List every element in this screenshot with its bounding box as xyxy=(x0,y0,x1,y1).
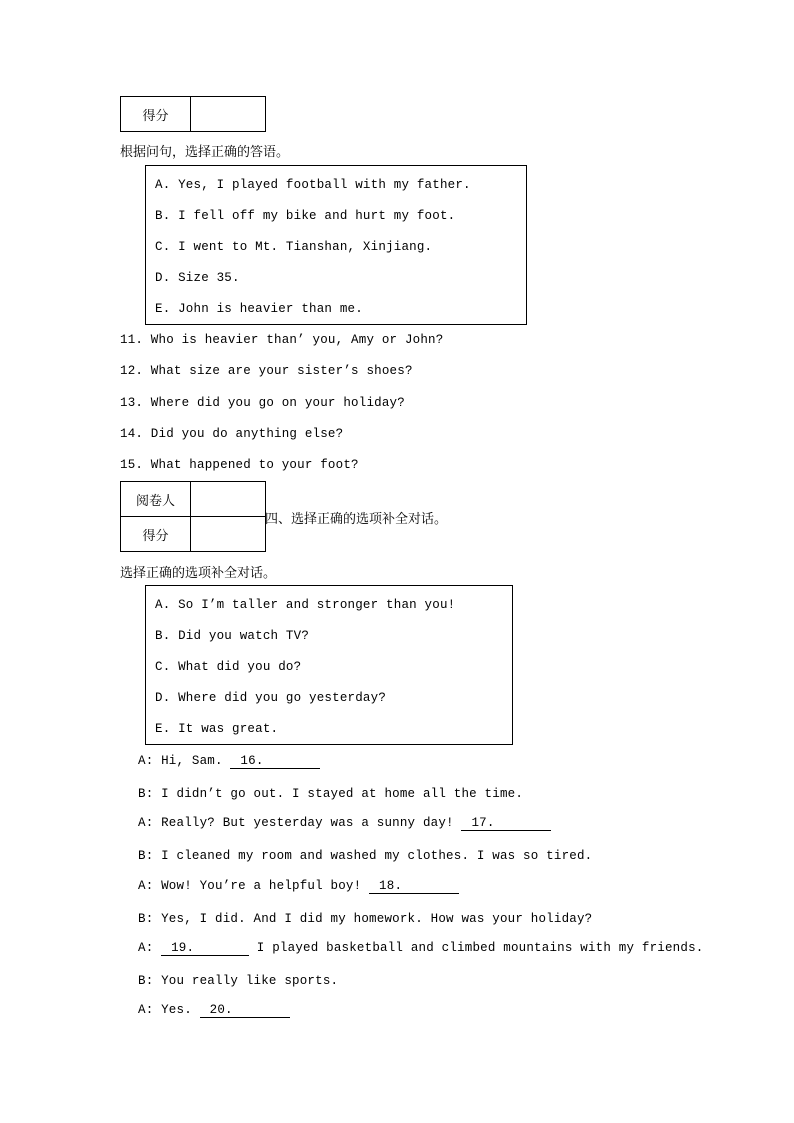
dialogue-line: B: Yes, I did. And I did my homework. How was your holiday? xyxy=(138,912,593,926)
dialogue-text: A: Wow! You’re a helpful boy! xyxy=(138,879,370,893)
question-11: 11. Who is heavier than’ you, Amy or John? xyxy=(120,333,444,347)
answer-blank-19[interactable]: 19. xyxy=(161,941,249,956)
answer-blank-16[interactable]: 16. xyxy=(230,754,320,769)
dialogue-text: A: Really? But yesterday was a sunny day! xyxy=(138,816,462,830)
dialogue-line: B: You really like sports. xyxy=(138,974,339,988)
score-label: 得分 xyxy=(121,97,191,132)
dialogue-line: B: I didn’t go out. I stayed at home all the time. xyxy=(138,787,524,801)
score-label: 得分 xyxy=(121,517,191,552)
score-table-section3 xyxy=(120,96,266,132)
dialogue-text: A: Yes. xyxy=(138,1003,200,1017)
dialogue-line-18 xyxy=(138,879,459,894)
dialogue-line-16 xyxy=(138,754,320,769)
dialogue-line: B: I cleaned my room and washed my clothes. I was so tired. xyxy=(138,849,593,863)
dialogue-line-17 xyxy=(138,816,551,831)
answer-blank-18[interactable]: 18. xyxy=(369,879,459,894)
option-b: B. I fell off my bike and hurt my foot. xyxy=(155,209,456,223)
question-13: 13. Where did you go on your holiday? xyxy=(120,396,405,410)
option-d: D. Where did you go yesterday? xyxy=(155,691,387,705)
dialogue-text: A: Hi, Sam. xyxy=(138,754,231,768)
option-d: D. Size 35. xyxy=(155,271,240,285)
score-value-cell[interactable] xyxy=(191,97,266,132)
dialogue-text: I played basketball and climbed mountains with my friends. xyxy=(249,941,704,955)
section3-options-box xyxy=(145,165,527,325)
option-e: E. It was great. xyxy=(155,722,279,736)
option-b: B. Did you watch TV? xyxy=(155,629,310,643)
score-table-section4 xyxy=(120,481,266,552)
option-e: E. John is heavier than me. xyxy=(155,302,363,316)
answer-blank-20[interactable]: 20. xyxy=(200,1003,290,1018)
dialogue-line-19 xyxy=(138,941,703,956)
option-c: C. I went to Mt. Tianshan, Xinjiang. xyxy=(155,240,433,254)
option-a: A. Yes, I played football with my father. xyxy=(155,178,471,192)
question-12: 12. What size are your sister’s shoes? xyxy=(120,364,413,378)
option-c: C. What did you do? xyxy=(155,660,302,674)
question-15: 15. What happened to your foot? xyxy=(120,458,359,472)
section4-options-box xyxy=(145,585,513,745)
section4-heading: 四、选择正确的选项补全对话。 xyxy=(265,512,448,527)
dialogue-text: A: xyxy=(138,941,162,955)
answer-blank-17[interactable]: 17. xyxy=(461,816,551,831)
score-value-cell[interactable] xyxy=(191,517,266,552)
reviewer-value-cell[interactable] xyxy=(191,482,266,517)
question-14: 14. Did you do anything else? xyxy=(120,427,344,441)
section4-instruction: 选择正确的选项补全对话。 xyxy=(120,566,277,581)
dialogue-line-20 xyxy=(138,1003,290,1018)
option-a: A. So I’m taller and stronger than you! xyxy=(155,598,456,612)
section3-instruction: 根据问句，选择正确的答语。 xyxy=(120,145,290,160)
reviewer-label: 阅卷人 xyxy=(121,482,191,517)
